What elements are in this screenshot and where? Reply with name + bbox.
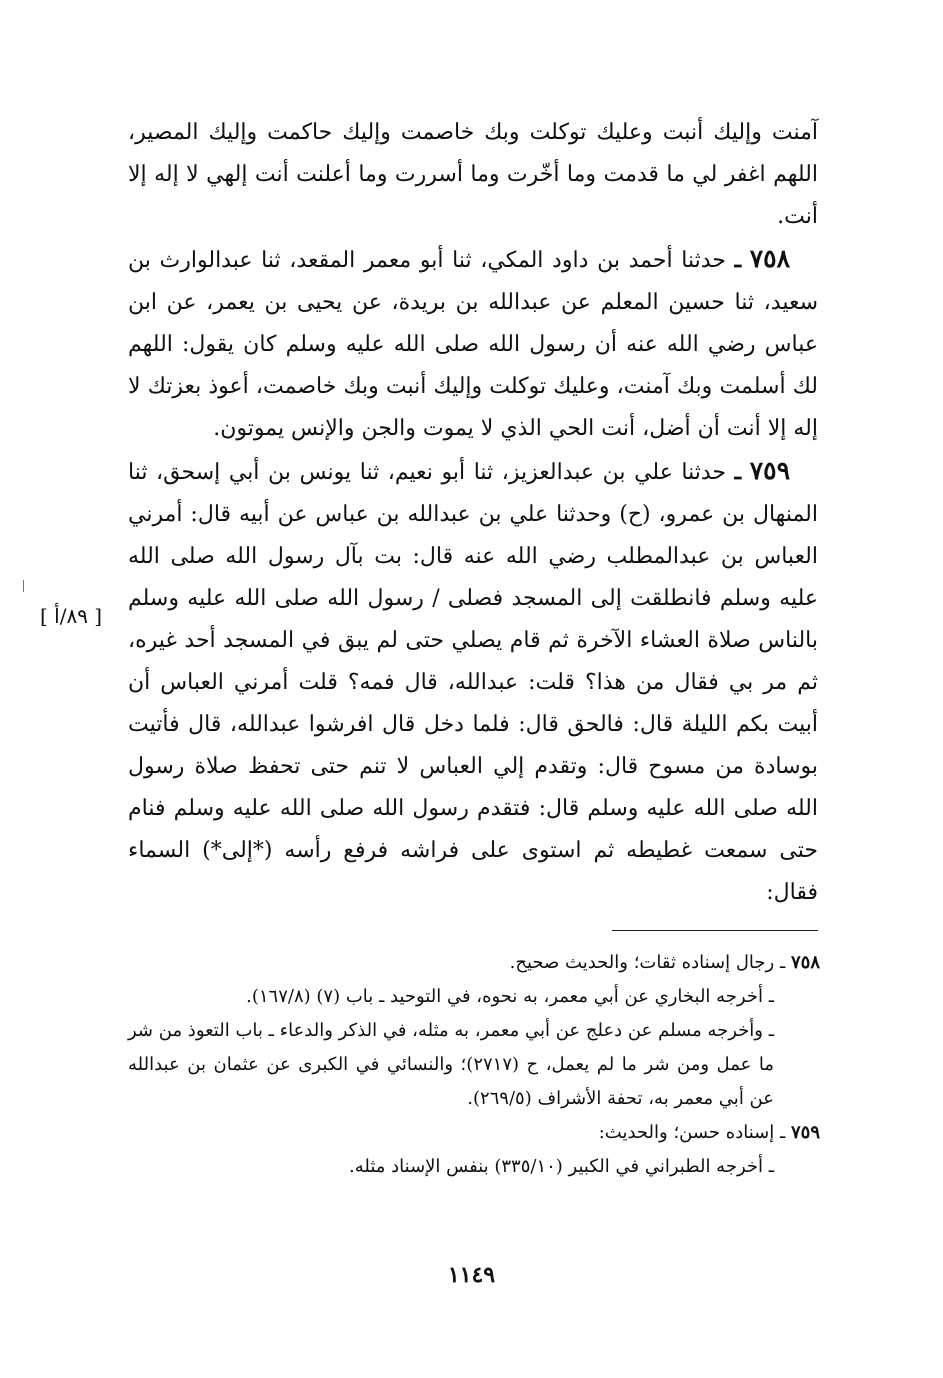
footnote-758 bbox=[128, 946, 820, 980]
footnote-item: ـ وأخرجه مسلم عن دعلج عن أبي معمر، به مثله، في الذكر والدعاء ـ باب التعوذ من شر ما عمل ومن شر ما لم يعمل، ح (٢٧١٧)؛ والنسائي في الكبرى عن عثمان بن عبدالله عن أبي معمر به، تحفة الأشراف (٢٦٩/٥). bbox=[128, 1020, 775, 1109]
hadith-dash: ـ bbox=[734, 459, 742, 485]
footnote-number: ٧٥٨ bbox=[790, 952, 820, 973]
hadith-number: ٧٥٨ bbox=[749, 244, 791, 273]
hadith-dash: ـ bbox=[734, 247, 742, 273]
footnote-item: ـ أخرجه الطبراني في الكبير (٣٣٥/١٠) بنفس الإسناد مثله. bbox=[349, 1156, 774, 1177]
footnote-item: ـ أخرجه البخاري عن أبي معمر، به نحوه، في التوحيد ـ باب (٧) (١٦٧/٨). bbox=[246, 986, 774, 1007]
footnotes bbox=[128, 946, 820, 1184]
hadith-758 bbox=[128, 238, 818, 450]
main-text bbox=[128, 112, 818, 914]
hadith-text: حدثنا علي بن عبدالعزيز، ثنا أبو نعيم، ثنا يونس بن أبي إسحق، ثنا المنهال بن عمرو، (ح) وحدثنا علي بن عبدالله بن عباس عن أبيه قال: أمرني العباس بن عبدالمطلب رضي الله عنه قال: بت بآل رسول الله صلى الله عليه وسلم فانطلقت إلى المسجد فصلى / رسول الله صلى الله عليه وسلم بالناس صلاة العشاء الآخرة ثم قام يصلي حتى لم يبق في المسجد أحد غيره، ثم مر بي فقال من هذا؟ قلت: عبدالله، قال فمه؟ قلت أمرني العباس أن أبيت بكم الليلة قال: فالحق قال: فلما دخل قال افرشوا عبدالله، قال فأتيت بوسادة من مسوح قال: وتقدم إلي العباس لا تنم حتى تحفظ صلاة رسول الله صلى الله عليه وسلم قال: فتقدم رسول الله صلى الله عليه وسلم فنام حتى سمعت غطيطه ثم استوى على فراشه فرفع رأسه (*إلى*) السماء فقال: bbox=[128, 460, 818, 905]
hadith-continuation: آمنت وإليك أنبت وعليك توكلت وبك خاصمت وإليك حاكمت وإليك المصير، اللهم اغفر لي ما قدمت وما أخّرت وما أسررت وما أعلنت أنت إلهي لا إله إلا أنت. bbox=[128, 120, 818, 229]
hadith-text: حدثنا أحمد بن داود المكي، ثنا أبو معمر المقعد، ثنا عبدالوارث بن سعيد، ثنا حسين المعلم عن عبدالله بن بريدة، عن يحيى بن يعمر، عن ابن عباس رضي الله عنه أن رسول الله صلى الله عليه وسلم كان يقول: اللهم لك أسلمت وبك آمنت، وعليك توكلت وإليك أنبت وبك خاصمت، أعوذ بعزتك لا إله إلا أنت أن أضل، أنت الحي الذي لا يموت والجن والإنس يموتون. bbox=[128, 248, 818, 441]
page-number: ١١٤٩ bbox=[447, 1262, 496, 1288]
hadith-759 bbox=[128, 450, 818, 914]
footnote-759 bbox=[128, 1116, 820, 1150]
hadith-number: ٧٥٩ bbox=[749, 456, 791, 485]
footnote-text: إسناده حسن؛ والحديث: bbox=[598, 1122, 775, 1143]
footnote-dash: ـ bbox=[779, 1122, 786, 1143]
footnote-number: ٧٥٩ bbox=[790, 1122, 820, 1143]
footnote-text: رجال إسناده ثقات؛ والحديث صحيح. bbox=[509, 952, 775, 973]
margin-tick bbox=[23, 580, 24, 592]
footnote-dash: ـ bbox=[779, 952, 786, 973]
manuscript-folio-note: [ ٨٩/أ ] bbox=[40, 604, 103, 628]
footnote-divider bbox=[612, 930, 818, 931]
